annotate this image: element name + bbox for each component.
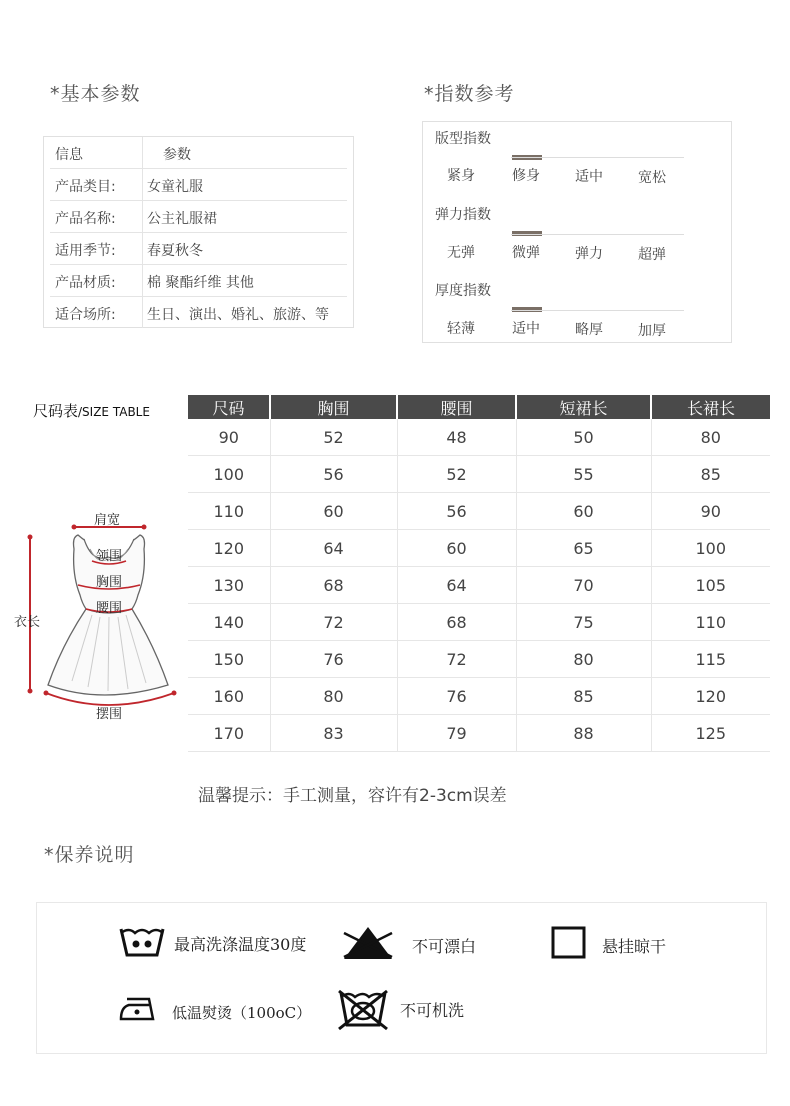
basic-params-row: [50, 265, 347, 297]
size-cell: 80: [651, 419, 770, 456]
size-cell: 83: [270, 715, 397, 752]
size-cell: 85: [651, 456, 770, 493]
fit-index-option: 宽松: [638, 170, 666, 186]
basic-params-row: [50, 169, 347, 201]
size-table-label-en: /SIZE TABLE: [78, 405, 150, 419]
table-row: [188, 530, 770, 567]
size-header-cell: 短裙长: [516, 395, 651, 419]
size-header-cell: 腰围: [397, 395, 516, 419]
size-cell: 76: [397, 678, 516, 715]
thickness-index-line: [511, 310, 684, 311]
size-cell: 100: [651, 530, 770, 567]
size-cell: 110: [651, 604, 770, 641]
wash-30-text: 最高洗涤温度30度: [174, 935, 307, 954]
index-ref-title: *指数参考: [424, 83, 515, 105]
no-machine-wash-text: 不可机洗: [400, 1001, 465, 1020]
fit-index-title: 版型指数: [435, 131, 491, 147]
size-cell: 140: [188, 604, 270, 641]
care-title: *保养说明: [44, 844, 135, 866]
basic-param-value: 女童礼服: [147, 179, 203, 195]
size-cell: 110: [188, 493, 270, 530]
size-cell: 52: [397, 456, 516, 493]
fit-index-option: 修身: [512, 168, 540, 184]
care-instructions-box: [36, 902, 767, 1054]
size-cell: 50: [516, 419, 651, 456]
stretch-index-title: 弹力指数: [435, 207, 491, 223]
stretch-index-line: [511, 234, 684, 235]
basic-param-value: 生日、演出、婚礼、旅游、等: [147, 307, 329, 323]
index-ref-box: [422, 121, 732, 343]
size-cell: 56: [397, 493, 516, 530]
fit-index-line: [511, 157, 684, 158]
basic-param-key: 产品类目:: [55, 179, 116, 195]
low-iron-icon: [119, 993, 161, 1023]
size-cell: 130: [188, 567, 270, 604]
basic-params-row: [50, 297, 347, 328]
basic-param-value: 春夏秋冬: [147, 243, 203, 259]
thickness-index-title: 厚度指数: [435, 283, 491, 299]
fit-index-option: 适中: [575, 169, 603, 185]
size-cell: 60: [397, 530, 516, 567]
stretch-index-option: 超弹: [638, 247, 666, 263]
basic-params-row: [50, 233, 347, 265]
stretch-index-option: 弹力: [575, 246, 603, 262]
size-cell: 120: [651, 678, 770, 715]
no-bleach-icon: [340, 923, 396, 963]
basic-param-key: 产品名称:: [55, 211, 116, 227]
length-label: 衣长: [14, 615, 41, 630]
size-table-label: [33, 400, 150, 421]
fit-index-option: 紧身: [447, 168, 475, 184]
thickness-index-option: 加厚: [638, 323, 666, 339]
size-cell: 105: [651, 567, 770, 604]
stretch-index-option: 微弹: [512, 245, 540, 261]
table-row: [188, 567, 770, 604]
size-cell: 80: [516, 641, 651, 678]
table-row: [188, 678, 770, 715]
dress-measure-diagram: [12, 505, 188, 725]
size-cell: 115: [651, 641, 770, 678]
collar-label: 领围: [96, 549, 123, 564]
size-cell: 48: [397, 419, 516, 456]
size-cell: 90: [651, 493, 770, 530]
size-cell: 100: [188, 456, 270, 493]
chest-label: 胸围: [96, 575, 123, 590]
size-cell: 68: [397, 604, 516, 641]
basic-params-title: *基本参数: [50, 83, 141, 105]
size-cell: 170: [188, 715, 270, 752]
size-cell: 72: [397, 641, 516, 678]
no-machine-wash-icon: [335, 987, 391, 1031]
size-cell: 65: [516, 530, 651, 567]
hang-dry-icon: [551, 926, 587, 960]
size-header-cell: 长裙长: [651, 395, 770, 419]
basic-param-value: 棉 聚酯纤维 其他: [147, 275, 254, 291]
size-cell: 88: [516, 715, 651, 752]
table-row: [188, 715, 770, 752]
basic-param-key: 适合场所:: [55, 307, 116, 323]
table-row: [188, 493, 770, 530]
table-row: [188, 419, 770, 456]
thickness-index-option: 适中: [512, 321, 540, 337]
thickness-index-option: 轻薄: [447, 321, 475, 337]
hem-label: 摆围: [96, 707, 123, 722]
size-cell: 60: [516, 493, 651, 530]
size-cell: 64: [270, 530, 397, 567]
no-bleach-text: 不可漂白: [412, 937, 477, 956]
basic-param-value: 公主礼服裙: [147, 211, 217, 227]
size-cell: 125: [651, 715, 770, 752]
size-cell: 56: [270, 456, 397, 493]
size-cell: 76: [270, 641, 397, 678]
table-row: [188, 456, 770, 493]
hang-dry-text: 悬挂晾干: [602, 937, 667, 956]
basic-param-key: 适用季节:: [55, 243, 116, 259]
basic-params-header-row: [50, 137, 347, 169]
table-row: [188, 641, 770, 678]
size-cell: 64: [397, 567, 516, 604]
stretch-index-option: 无弹: [447, 245, 475, 261]
size-cell: 60: [270, 493, 397, 530]
waist-label: 腰围: [96, 601, 123, 616]
size-cell: 75: [516, 604, 651, 641]
size-cell: 68: [270, 567, 397, 604]
size-cell: 70: [516, 567, 651, 604]
size-cell: 55: [516, 456, 651, 493]
table-row: [188, 604, 770, 641]
measurement-tip: 温馨提示：手工测量，容许有2-3cm误差: [198, 786, 507, 806]
basic-params-header-value: 参数: [163, 147, 191, 163]
shoulder-width-label: 肩宽: [94, 513, 121, 528]
size-header-cell: 尺码: [188, 395, 270, 419]
low-iron-text: 低温熨烫（100oC）: [172, 1004, 312, 1022]
size-cell: 72: [270, 604, 397, 641]
wash-30-icon: [119, 925, 165, 959]
size-cell: 120: [188, 530, 270, 567]
size-table-header-row: [188, 395, 770, 419]
basic-params-table: [43, 136, 354, 328]
size-table-label-cn: 尺码表: [33, 402, 79, 420]
size-table: [188, 395, 770, 752]
size-cell: 90: [188, 419, 270, 456]
basic-params-header-key: 信息: [55, 147, 83, 163]
size-header-cell: 胸围: [270, 395, 397, 419]
size-cell: 150: [188, 641, 270, 678]
size-cell: 52: [270, 419, 397, 456]
size-cell: 160: [188, 678, 270, 715]
thickness-index-option: 略厚: [575, 322, 603, 338]
basic-params-row: [50, 201, 347, 233]
size-cell: 85: [516, 678, 651, 715]
size-cell: 80: [270, 678, 397, 715]
basic-param-key: 产品材质:: [55, 275, 116, 291]
size-cell: 79: [397, 715, 516, 752]
